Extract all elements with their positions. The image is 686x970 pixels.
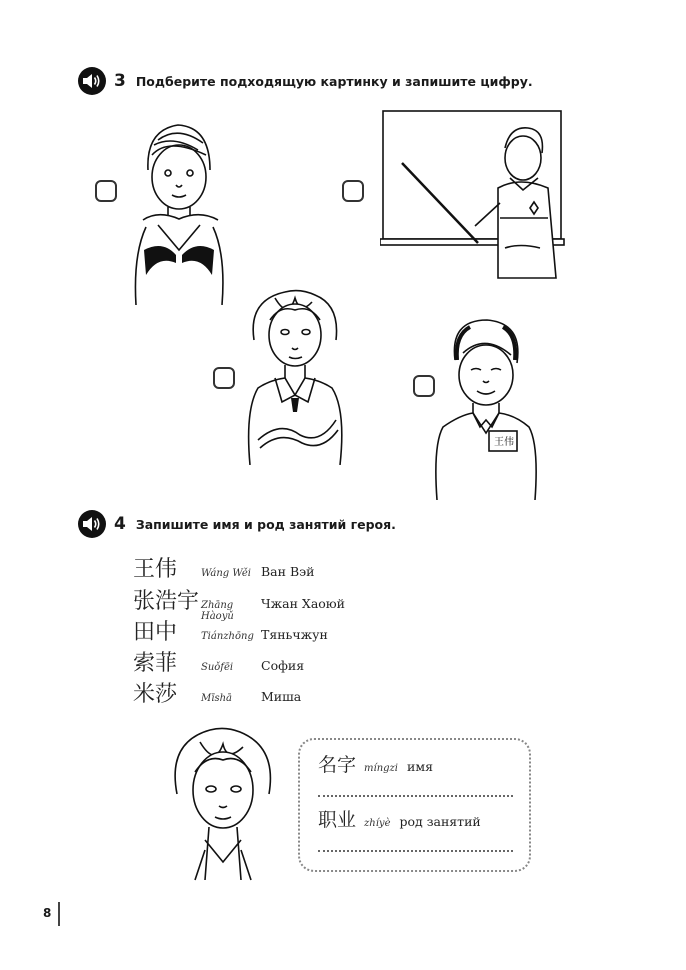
- name-list-item: [133, 646, 304, 677]
- exercise-number: 3: [114, 71, 126, 91]
- answer-box-1[interactable]: [95, 180, 117, 202]
- card-name-row: [318, 750, 433, 777]
- occupation-answer-line[interactable]: [318, 850, 513, 852]
- page-number: 8: [43, 906, 52, 920]
- name-occupation-card: [298, 738, 531, 872]
- card-name-pinyin: míngzi: [364, 763, 399, 774]
- boy-badge-illustration: [425, 315, 545, 500]
- name-russian: Ван Вэй: [261, 564, 315, 579]
- card-name-label: имя: [407, 759, 433, 774]
- exercise-number: 4: [114, 514, 126, 534]
- answer-box-3[interactable]: [213, 367, 235, 389]
- name-pinyin: Zhāng Hàoyǔ: [201, 600, 234, 622]
- boy-jacket-illustration: [118, 115, 238, 305]
- exercise-4-header: [78, 510, 396, 538]
- teacher-pointer-illustration: [380, 108, 570, 288]
- name-pinyin: Wáng Wěi: [201, 568, 251, 579]
- answer-box-2[interactable]: [342, 180, 364, 202]
- name-russian: Миша: [261, 689, 302, 704]
- name-badge-text: 王伟: [494, 437, 514, 448]
- name-hanzi: 张浩宇: [133, 589, 200, 614]
- speaker-icon[interactable]: [78, 67, 106, 95]
- card-occupation-label: род занятий: [399, 814, 481, 829]
- name-russian: Чжан Хаоюй: [261, 596, 346, 611]
- name-hanzi: 米莎: [133, 682, 178, 707]
- exercise-instruction: Подберите подходящую картинку и запишите цифру.: [135, 73, 533, 89]
- name-list-item: [133, 615, 328, 646]
- name-pinyin: Suǒfēi: [201, 662, 234, 673]
- speaker-icon[interactable]: [78, 510, 106, 538]
- name-hanzi: 王伟: [133, 557, 178, 582]
- name-hanzi: 田中: [133, 620, 178, 645]
- exercise-instruction: Запишите имя и род занятий героя.: [135, 516, 396, 532]
- name-pinyin: Tiánzhōng: [201, 631, 254, 642]
- card-occupation-pinyin: zhíyè: [364, 818, 391, 829]
- name-russian: София: [261, 658, 305, 673]
- page-divider: [58, 902, 60, 926]
- name-list-item: [133, 552, 314, 583]
- girl-blouse-illustration: [240, 280, 350, 465]
- card-occupation-row: [318, 805, 481, 832]
- girl-portrait-illustration: [165, 722, 280, 882]
- name-pinyin: Mīshā: [201, 693, 232, 704]
- name-list-item: [133, 677, 301, 708]
- name-hanzi: 索菲: [133, 651, 178, 676]
- name-russian: Тяньчжун: [261, 627, 328, 642]
- card-occupation-hanzi: 职业: [318, 809, 357, 831]
- exercise-3-header: [78, 67, 533, 95]
- name-answer-line[interactable]: [318, 795, 513, 797]
- card-name-hanzi: 名字: [318, 754, 357, 776]
